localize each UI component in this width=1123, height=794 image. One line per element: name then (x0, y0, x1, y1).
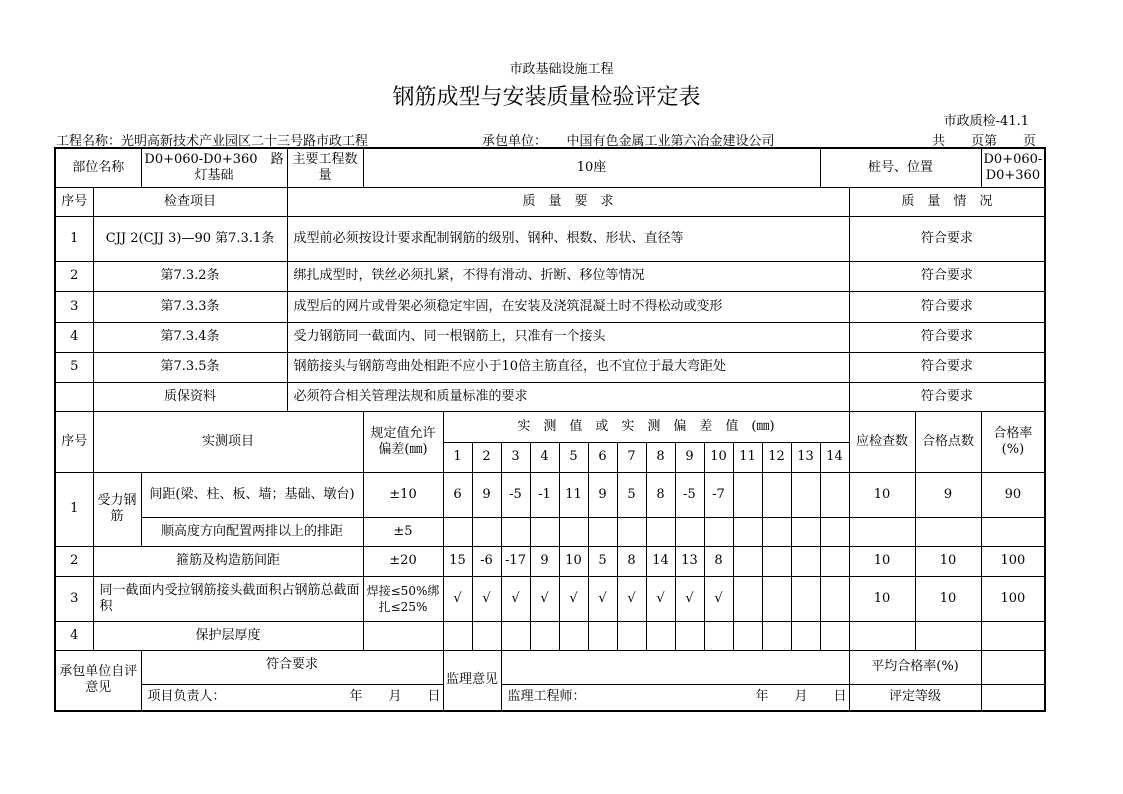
value-cell (791, 576, 820, 621)
quantity-value: 10座 (363, 148, 820, 187)
measure-seq: 4 (55, 621, 93, 650)
value-cell (762, 517, 791, 546)
tolerance (363, 621, 443, 650)
value-cell (588, 517, 617, 546)
group-label: 受力钢筋 (93, 472, 141, 546)
value-cell (791, 621, 820, 650)
quality-status: 符合要求 (849, 291, 1045, 322)
should-check: 10 (849, 546, 915, 576)
measure-item: 保护层厚度 (93, 621, 363, 650)
measure-item: 同一截面内受拉钢筋接头截面积占钢筋总截面积 (93, 576, 363, 621)
engineer-date: 年 月 日 (755, 689, 847, 705)
quality-status: 符合要求 (849, 352, 1045, 382)
station-value: D0+060-D0+360 (981, 148, 1045, 187)
point-number: 1 (443, 442, 472, 472)
footer-row (55, 650, 1045, 684)
part-label: 部位名称 (55, 148, 141, 187)
value-cell (762, 576, 791, 621)
value-cell: √ (588, 576, 617, 621)
value-cell (762, 472, 791, 517)
value-cell (791, 546, 820, 576)
footer-row (55, 684, 1045, 711)
value-cell (733, 546, 762, 576)
quality-row (55, 216, 1045, 261)
contractor-name: 中国有色金属工业第六冶金建设公司 (566, 134, 775, 149)
value-cell (820, 546, 849, 576)
passed-count: 10 (915, 576, 981, 621)
value-cell (791, 517, 820, 546)
quality-status: 符合要求 (849, 322, 1045, 352)
value-cell: 6 (443, 472, 472, 517)
value-cell: 15 (443, 546, 472, 576)
value-cell: 5 (588, 546, 617, 576)
quality-requirement: 绑扎成型时，铁丝必须扎紧，不得有滑动、折断、移位等情况 (287, 261, 849, 291)
tolerance: ±20 (363, 546, 443, 576)
value-cell (443, 517, 472, 546)
quality-header-row (55, 187, 1045, 216)
value-cell (820, 621, 849, 650)
should-check: 10 (849, 472, 915, 517)
value-cell: 9 (530, 546, 559, 576)
page-info: 共 页第 页 (932, 134, 1037, 149)
project-name: 光明高新技术产业园区二十三号路市政工程 (121, 134, 369, 149)
status-header: 质 量 情 况 (849, 187, 1045, 216)
should-check (849, 621, 915, 650)
measure-subitem: 顺高度方向配置两排以上的排距 (141, 517, 363, 546)
value-cell: -17 (501, 546, 530, 576)
pass-rate: 90 (981, 472, 1045, 517)
value-cell (733, 576, 762, 621)
manager-label: 项目负责人： (147, 689, 226, 705)
point-number: 9 (675, 442, 704, 472)
should-check: 10 (849, 576, 915, 621)
passed-header: 合格点数 (915, 411, 981, 472)
quality-seq: 5 (55, 352, 93, 382)
contractor-opinion-label: 承包单位自评意见 (55, 650, 141, 711)
value-cell: √ (501, 576, 530, 621)
point-number: 8 (646, 442, 675, 472)
measure-seq: 1 (55, 472, 93, 546)
avg-rate-label: 平均合格率(%) (849, 650, 981, 684)
value-cell (617, 621, 646, 650)
value-cell: 8 (646, 472, 675, 517)
value-cell: 8 (704, 546, 733, 576)
quality-item: 第7.3.4条 (93, 322, 287, 352)
value-cell: √ (559, 576, 588, 621)
point-number: 6 (588, 442, 617, 472)
quality-requirement: 成型后的网片或骨架必须稳定牢固，在安装及浇筑混凝土时不得松动或变形 (287, 291, 849, 322)
quality-status: 符合要求 (849, 382, 1045, 411)
pass-rate (981, 517, 1045, 546)
value-cell (617, 517, 646, 546)
value-cell (530, 621, 559, 650)
value-cell (704, 621, 733, 650)
measure-row (55, 621, 1045, 650)
value-cell (646, 517, 675, 546)
quality-row (55, 291, 1045, 322)
should-check-header: 应检查数 (849, 411, 915, 472)
passed-count (915, 621, 981, 650)
supervision-opinion (501, 650, 849, 684)
values-header: 实 测 值 或 实 测 偏 差 值 (㎜) (443, 411, 849, 442)
passed-count: 9 (915, 472, 981, 517)
tolerance: 焊接≤50%绑扎≤25% (363, 576, 443, 621)
measure-item-header: 实测项目 (93, 411, 363, 472)
point-number: 3 (501, 442, 530, 472)
value-cell (791, 472, 820, 517)
quality-row (55, 352, 1045, 382)
value-cell (762, 546, 791, 576)
quality-status: 符合要求 (849, 216, 1045, 261)
passed-count: 10 (915, 546, 981, 576)
measure-row (55, 472, 1045, 517)
quality-row (55, 261, 1045, 291)
value-cell: 9 (472, 472, 501, 517)
quality-seq (55, 382, 93, 411)
value-cell (820, 576, 849, 621)
value-cell (646, 621, 675, 650)
quality-item: 第7.3.5条 (93, 352, 287, 382)
value-cell: -7 (704, 472, 733, 517)
measure-item: 箍筋及构造筋间距 (93, 546, 363, 576)
value-cell: 11 (559, 472, 588, 517)
quality-seq: 4 (55, 322, 93, 352)
info-row (55, 148, 1045, 187)
seq-header: 序号 (55, 187, 93, 216)
quality-seq: 1 (55, 216, 93, 261)
value-cell (588, 621, 617, 650)
value-cell (733, 472, 762, 517)
value-cell (559, 621, 588, 650)
part-value: D0+060-D0+360 路灯基础 (141, 148, 287, 187)
value-cell: -5 (501, 472, 530, 517)
form-code: 市政质检-41.1 (943, 114, 1029, 129)
quality-status: 符合要求 (849, 261, 1045, 291)
quality-seq: 2 (55, 261, 93, 291)
value-cell: 5 (617, 472, 646, 517)
form-title: 钢筋成型与安装质量检验评定表 (392, 85, 701, 110)
contractor-label: 承包单位： (482, 134, 541, 149)
quality-requirement: 钢筋接头与钢筋弯曲处相距不应小于10倍主筋直径，也不宜位于最大弯距处 (287, 352, 849, 382)
passed-count (915, 517, 981, 546)
value-cell (501, 517, 530, 546)
value-cell (472, 517, 501, 546)
pass-rate: 100 (981, 576, 1045, 621)
point-number: 14 (820, 442, 849, 472)
value-cell (733, 517, 762, 546)
value-cell (762, 621, 791, 650)
supervision-label: 监理意见 (443, 650, 501, 711)
measure-row (55, 576, 1045, 621)
grade-value (981, 684, 1045, 711)
value-cell (820, 517, 849, 546)
quality-item: 第7.3.2条 (93, 261, 287, 291)
measure-row (55, 546, 1045, 576)
value-cell (733, 621, 762, 650)
measure-subitem: 间距(梁、柱、板、墙；基础、墩台) (141, 472, 363, 517)
tolerance: ±5 (363, 517, 443, 546)
value-cell: -1 (530, 472, 559, 517)
grade-label: 评定等级 (849, 684, 981, 711)
avg-rate-value (981, 650, 1045, 684)
quality-item: 第7.3.3条 (93, 291, 287, 322)
measure-seq: 3 (55, 576, 93, 621)
measure-seq: 2 (55, 546, 93, 576)
item-header: 检查项目 (93, 187, 287, 216)
value-cell: √ (646, 576, 675, 621)
value-cell: -6 (472, 546, 501, 576)
contractor-opinion: 符合要求 (141, 650, 443, 684)
point-number: 2 (472, 442, 501, 472)
point-number: 12 (762, 442, 791, 472)
value-cell: √ (617, 576, 646, 621)
quality-row (55, 382, 1045, 411)
station-label: 桩号、位置 (820, 148, 981, 187)
value-cell: √ (472, 576, 501, 621)
inspection-table (54, 147, 1046, 712)
quality-item: CJJ 2(CJJ 3)—90 第7.3.1条 (93, 216, 287, 261)
quality-requirement: 必须符合相关管理法规和质量标准的要求 (287, 382, 849, 411)
point-number: 5 (559, 442, 588, 472)
value-cell: 8 (617, 546, 646, 576)
value-cell (675, 621, 704, 650)
quantity-label: 主要工程数量 (287, 148, 363, 187)
quality-requirement: 成型前必须按设计要求配制钢筋的级别、钢种、根数、形状、直径等 (287, 216, 849, 261)
measure-row (55, 517, 1045, 546)
project-label: 工程名称： (56, 134, 122, 149)
quality-row (55, 322, 1045, 352)
value-cell: √ (675, 576, 704, 621)
value-cell: 13 (675, 546, 704, 576)
value-cell (530, 517, 559, 546)
value-cell: -5 (675, 472, 704, 517)
tolerance: ±10 (363, 472, 443, 517)
point-number: 11 (733, 442, 762, 472)
point-number: 10 (704, 442, 733, 472)
value-cell (501, 621, 530, 650)
quality-seq: 3 (55, 291, 93, 322)
value-cell: 9 (588, 472, 617, 517)
measure-header-row (55, 411, 1045, 442)
engineer-label: 监理工程师： (507, 689, 586, 705)
point-number: 4 (530, 442, 559, 472)
value-cell: √ (704, 576, 733, 621)
value-cell (675, 517, 704, 546)
measure-seq-header: 序号 (55, 411, 93, 472)
tolerance-header: 规定值允许偏差(㎜) (363, 411, 443, 472)
quality-requirement: 受力钢筋同一截面内、同一根钢筋上，只准有一个接头 (287, 322, 849, 352)
value-cell: 14 (646, 546, 675, 576)
rate-header: 合格率(%) (981, 411, 1045, 472)
value-cell (443, 621, 472, 650)
point-number: 7 (617, 442, 646, 472)
quality-item: 质保资料 (93, 382, 287, 411)
value-cell (820, 472, 849, 517)
value-cell: √ (443, 576, 472, 621)
value-cell: 10 (559, 546, 588, 576)
manager-date: 年 月 日 (349, 689, 441, 705)
value-cell (559, 517, 588, 546)
requirement-header: 质 量 要 求 (287, 187, 849, 216)
supertitle: 市政基础设施工程 (509, 62, 614, 77)
should-check (849, 517, 915, 546)
value-cell (472, 621, 501, 650)
pass-rate: 100 (981, 546, 1045, 576)
value-cell: √ (530, 576, 559, 621)
value-cell (704, 517, 733, 546)
pass-rate (981, 621, 1045, 650)
manager-cell (141, 684, 443, 711)
engineer-cell (501, 684, 849, 711)
point-number: 13 (791, 442, 820, 472)
